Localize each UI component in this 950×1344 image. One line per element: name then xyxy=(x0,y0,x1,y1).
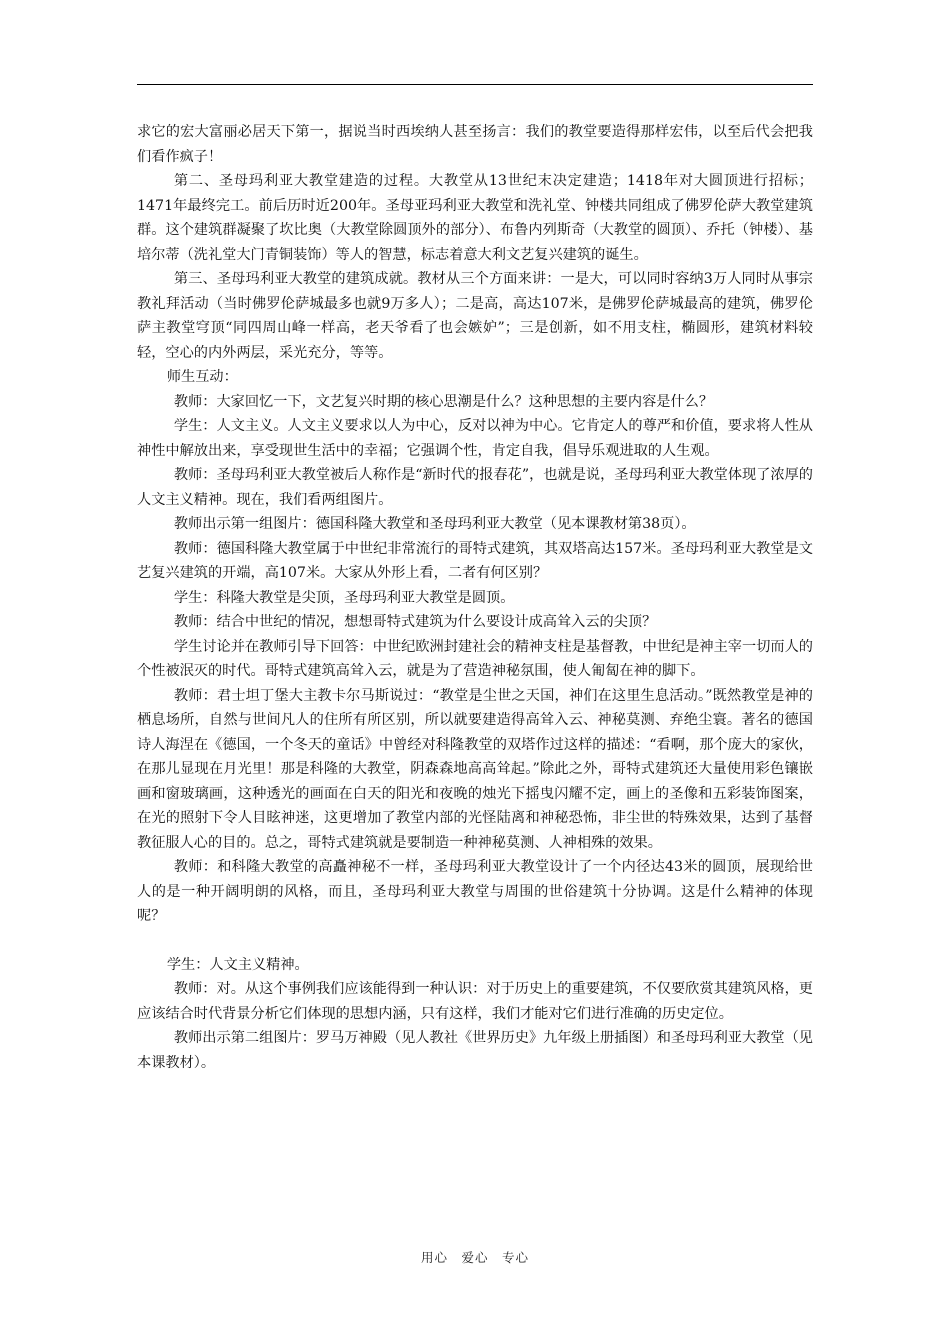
paragraph: 教师：大家回忆一下，文艺复兴时期的核心思潮是什么？这种思想的主要内容是什么？ xyxy=(173,393,714,410)
paragraph: 教师：对。从这个事例我们应该能得到一种认识：对于历史上的重要建筑，不仅要欣赏其建筑风格，更应该结合时代背景分析它们体现的思想内涵，只有这样，我们才能对它们进行准确的历史定位。 xyxy=(137,981,813,1022)
section-label: 师生互动： xyxy=(166,369,238,385)
paragraph: 教师：和科隆大教堂的高矗神秘不一样，圣母玛利亚大教堂设计了一个内径达43米的圆顶，展现给世人的是一种开阔明朗的风格，而且，圣母玛利亚大教堂与周围的世俗建筑十分协调。这是什么精神的体现呢？ xyxy=(137,859,813,924)
document-body xyxy=(137,120,813,1075)
paragraph: 学生：科隆大教堂是尖顶，圣母玛利亚大教堂是圆顶。 xyxy=(173,589,515,606)
paragraph: 学生：人文主义精神。 xyxy=(166,956,309,973)
paragraph: 教师：君士坦丁堡大主教卡尔马斯说过：“教堂是尘世之天国，神们在这里生息活动。”既然教堂是神的栖息场所，自然与世间凡人的住所有所区别，所以就要建造得高耸入云、神秘莫测、弃绝尘寰。著名的德国诗人海涅在《德国，一个冬天的童话》中曾经对科隆教堂的双塔作过这样的描述：“看啊，那个庞大的家伙，在那儿显现在月光里！那是科隆的大教堂，阴森森地高高耸起。”除此之外，哥特式建筑还大量使用彩色镶嵌画和窗玻璃画，这种透光的画面在白天的阳光和夜晚的烛光下摇曳闪耀不定，画上的圣像和五彩装饰图案，在光的照射下令人目眩神迷，这更增加了教堂内部的光怪陆离和神秘恐怖，非尘世的特殊效果，达到了基督教征服人心的目的。总之，哥特式建筑就是要制造一种神秘莫测、人神相殊的效果。 xyxy=(137,687,813,851)
paragraph: 教师出示第一组图片：德国科隆大教堂和圣母玛利亚大教堂（见本课教材第38页）。 xyxy=(173,516,696,532)
paragraph: 求它的宏大富丽必居天下第一，据说当时西埃纳人甚至扬言：我们的教堂要造得那样宏伟，以至后代会把我们看作疯子！ xyxy=(137,124,813,165)
paragraph: 学生讨论并在教师引导下回答：中世纪欧洲封建社会的精神支柱是基督教，中世纪是神主宰一切而人的个性被泯灭的时代。哥特式建筑高耸入云，就是为了营造神秘氛围，使人匍匐在神的脚下。 xyxy=(137,638,813,679)
paragraph: 教师出示第二组图片：罗马万神殿（见人教社《世界历史》九年级上册插图）和圣母玛利亚大教堂（见本课教材）。 xyxy=(137,1030,813,1071)
paragraph: 学生：人文主义。人文主义要求以人为中心，反对以神为中心。它肯定人的尊严和价值，要求将人性从神性中解放出来，享受现世生活中的幸福；它强调个性，肯定自我，倡导乐观进取的人生观。 xyxy=(137,418,813,459)
paragraph: 教师：结合中世纪的情况，想想哥特式建筑为什么要设计成高耸入云的尖顶？ xyxy=(173,614,657,630)
paragraph: 教师：圣母玛利亚大教堂被后人称作是“新时代的报春花”，也就是说，圣母玛利亚大教堂体现了浓厚的人文主义精神。现在，我们看两组图片。 xyxy=(137,467,813,508)
header-rule xyxy=(137,84,813,85)
paragraph: 第三、圣母玛利亚大教堂的建筑成就。教材从三个方面来讲：一是大，可以同时容纳3万人同时从事宗教礼拜活动（当时佛罗伦萨城最多也就9万多人）；二是高，高达107米，是佛罗伦萨城最高的建筑，佛罗伦萨主教堂穹顶“同四周山峰一样高，老天爷看了也会嫉妒”；三是创新，如不用支柱，椭圆形，建筑材料较轻，空心的内外两层，采光充分，等等。 xyxy=(137,271,813,361)
paragraph: 第二、圣母玛利亚大教堂建造的过程。大教堂从13世纪末决定建造；1418年对大圆顶进行招标；1471年最终完工。前后历时近200年。圣母亚玛利亚大教堂和洗礼堂、钟楼共同组成了佛罗伦萨大教堂建筑群。这个建筑群凝聚了坎比奥（大教堂除圆顶外的部分）、布鲁内列斯奇（大教堂的圆顶）、乔托（钟楼）、基培尔蒂（洗礼堂大门青铜装饰）等人的智慧，标志着意大利文艺复兴建筑的诞生。 xyxy=(137,173,813,263)
paragraph: 教师：德国科隆大教堂属于中世纪非常流行的哥特式建筑，其双塔高达157米。圣母玛利亚大教堂是文艺复兴建筑的开端，高107米。大家从外形上看，二者有何区别？ xyxy=(137,540,813,581)
page-footer: 用心 爱心 专心 xyxy=(420,1250,529,1265)
